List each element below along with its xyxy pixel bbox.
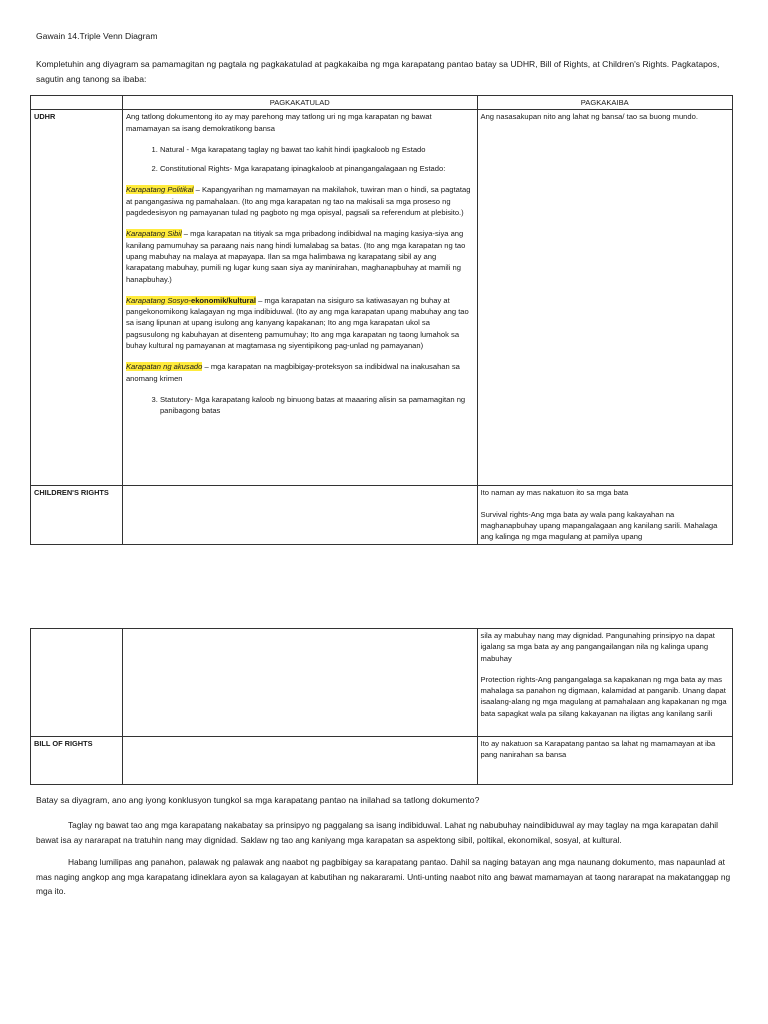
children-diff-2-top: Survival rights-Ang mga bata ay wala pang kakayahan na maghanapbuhay upang mapangalagaan ang kanilang sarili. Mahalaga ang kalinga ng mga magulang at pamilya upang (480, 509, 718, 542)
children-similarities-cont (122, 629, 477, 737)
children-similarities (122, 486, 477, 545)
rights-list-cont (126, 394, 474, 417)
row-label-bill: BILL OF RIGHTS (31, 737, 123, 785)
udhr-similarities (122, 110, 477, 486)
sosyo-paragraph (126, 295, 474, 351)
page-gap (0, 576, 768, 620)
akusado-term: Karapatan ng akusado (125, 362, 203, 372)
question: Batay sa diyagram, ano ang iyong konklusyon tungkol sa mga karapatang pantao na inilahad sa tatlong dokumento? (36, 795, 480, 805)
akusado-text: – mga karapatan na magbibigay-proteksyon sa indibidwal na inakusahan sa anomang krimen (125, 362, 460, 383)
header-pagkakatulad: PAGKAKATULAD (122, 96, 477, 110)
document-title: Gawain 14.Triple Venn Diagram (36, 31, 158, 41)
row-label-children: CHILDREN'S RIGHTS (31, 486, 123, 545)
rights-item-natural: 1. Natural - Mga karapatang taglay ng bawat tao kahit hindi ipagkaloob ng Estado (160, 144, 474, 155)
venn-table-bottom (30, 628, 733, 785)
header-empty (31, 96, 123, 110)
rights-item-constitutional: 2. Constitutional Rights- Mga karapatang ipinagkaloob at pinangangalagaan ng Estado: (160, 163, 474, 174)
politikal-term: Karapatang Politikal (125, 185, 194, 195)
bill-differences: Ito ay nakatuon sa Karapatang pantao sa lahat ng mamamayan at iba pang nanirahan sa bansa (477, 737, 732, 785)
sosyo-term-b: ekonomik/kultural (190, 295, 256, 305)
children-diff-1: Ito naman ay mas nakatuon ito sa mga bata (480, 488, 629, 498)
sibil-paragraph (126, 228, 474, 284)
sosyo-term (126, 296, 256, 305)
children-diff-3: Protection rights-Ang pangangalaga sa kapakanan ng mga bata ay mas mahalaga sa panahon ng digmaan, kalamidad at panganib. Unang dapat isaalang-alang ng mga magulang at pamahalaan ang kapakanan ng mga bata sapagkat wala pa silang kakayanan na iligtas ang kanilang sarili (480, 674, 727, 718)
sosyo-term-a: Karapatang Sosyo- (125, 295, 191, 305)
header-pagkakaiba: PAGKAKAIBA (477, 96, 732, 110)
rights-list (126, 144, 474, 175)
sosyo-text: – mga karapatan na sisiguro sa katiwasayan ng buhay at pangekonomikong kalagayan ng mga indibiduwal. (Ito ay ang mga karapatan upang mabuhay ang tao sa isang lipunan at upang isulong ang kanyang kapakanan; Ito ang mga karapatan ukol sa pagsusulong ng kabuhayan at disenteng pamumuhay; Ito ang mga karapatan ng taong lumahok sa buhay kultural ng pamayanan at magtamasa ng siyentipikong pag-unlad ng pamayanan) (125, 295, 469, 351)
udhr-differences: Ang nasasakupan nito ang lahat ng bansa/ tao sa buong mundo. (477, 110, 732, 486)
sibil-term: Karapatang Sibil (125, 229, 182, 239)
bill-similarities (122, 737, 477, 785)
politikal-text: – Kapangyarihan ng mamamayan na makilahok, tuwiran man o hindi, sa pagtatag at pangangasiwa ng pamahalaan. (Ito ang mga karapatan ng tao na makisali sa mga proseso ng pagdedesisyon ng pamayanan tulad ng pagboto ng mga opisyal, pagsali sa referendum at plebisito.) (125, 185, 471, 218)
children-diff-2-bottom: sila ay mabuhay nang may dignidad. Pangunahing prinsipyo na dapat igalang sa mga bata ay ang pangangailangan nila ng kalinga upang mabuhay (480, 631, 715, 663)
akusado-paragraph (126, 361, 474, 384)
answer-paragraph-2: Habang lumilipas ang panahon, palawak ng palawak ang naabot ng pagbibigay sa karapatang pantao. Dahil sa naging batayan ang mga naunang dokumento, mas napaunlad at mas naging angkop ang mga karapatang idineklara ayon sa kalagayan at kabutihan ng nakararami. Unti-unting naabot nito ang bawat mamamayan at taong nararapat na makatanggap ng mga ito. (36, 857, 731, 897)
politikal-paragraph (126, 184, 474, 218)
udhr-intro: Ang tatlong dokumentong ito ay may parehong may tatlong uri ng mga karapatan ng bawat mamamayan sa isang demokratikong bansa (125, 112, 432, 133)
children-label-cont (31, 629, 123, 737)
answer-paragraph-1: Taglay ng bawat tao ang mga karapatang nakabatay sa prinsipyo ng paggalang sa isang indibiduwal. Lahat ng nabubuhay naindibiduwal ay may taglay na mga karapatan dahil bawat isa ay nararapat na tratuhin nang may dignidad. Saklaw ng tao ang kaniyang mga karapatan sa aspektong sibil, poltikal, ekonomikal, sosyal, at kultural. (36, 820, 718, 845)
instructions: Kompletuhin ang diyagram sa pamamagitan ng pagtala ng pagkakatulad at pagkakaiba ng mga karapatang pantao batay sa UDHR, Bill of Rights, at Children's Rights. Pagkatapos, sagutin ang tanong sa ibaba: (36, 59, 720, 84)
sibil-text: – mga karapatan na titiyak sa mga pribadong indibidwal na maging kasiya-siya ang kanilang pamumuhay sa paraang nais nang hindi lumalabag sa batas. (Ito ang mga karapatan ng tao upang mabuhay na malaya at mapayapa. Ilan sa mga halimbawa ng karapatang sibil ay ang karapatang mabuhay, pumili ng lugar kung saan siya ay maninirahan, maghanapbuhay at mamili ng hanapbuhay.) (125, 229, 466, 284)
children-differences-top (477, 486, 732, 545)
row-label-udhr: UDHR (31, 110, 123, 486)
children-differences-bottom (477, 629, 732, 737)
venn-table-top (30, 95, 733, 545)
rights-item-statutory: 3. Statutory- Mga karapatang kaloob ng binuong batas at maaaring alisin sa pamamagitan ng panibagong batas (160, 394, 474, 417)
